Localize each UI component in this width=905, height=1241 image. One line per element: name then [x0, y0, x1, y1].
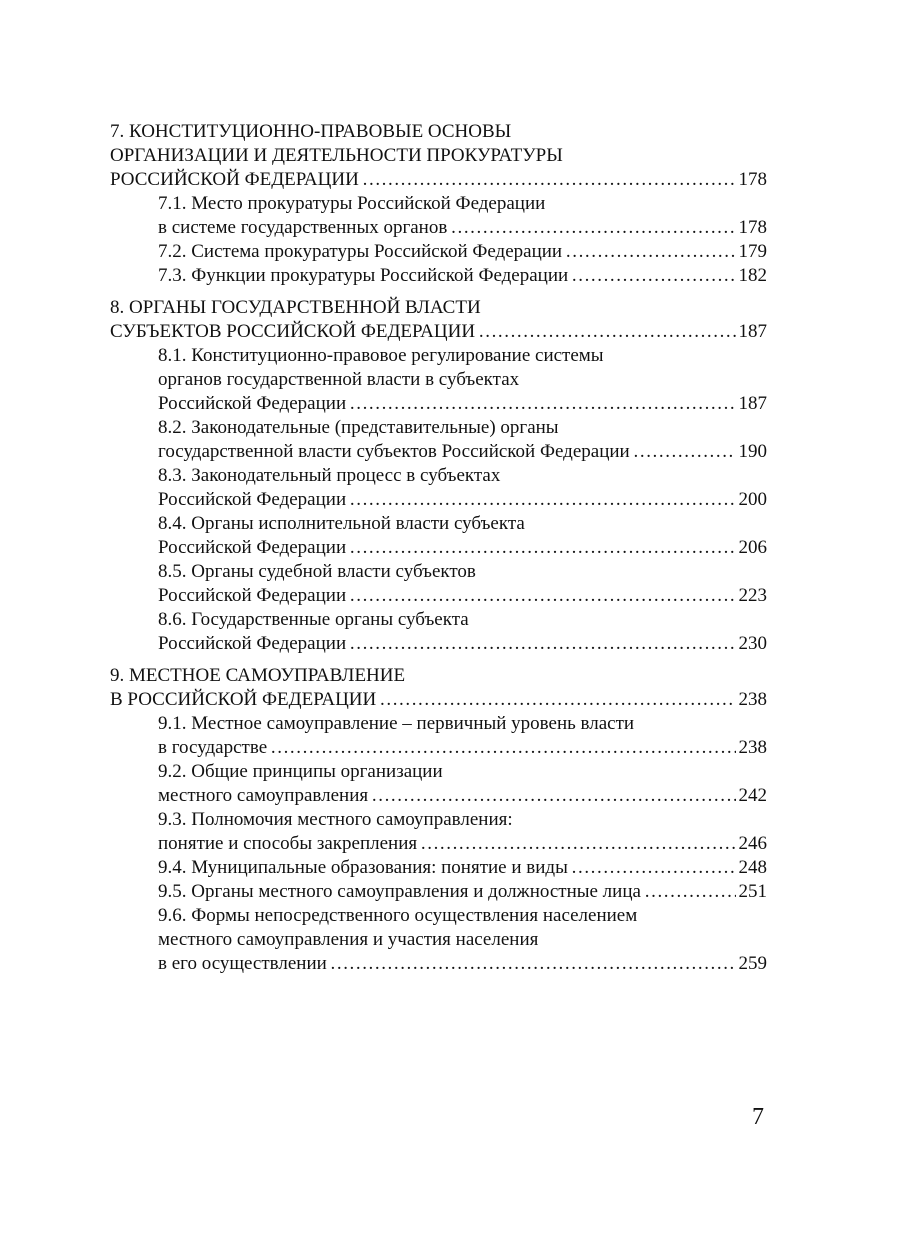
entry-title-line: в его осуществлении	[158, 953, 327, 974]
dot-leader	[565, 240, 735, 264]
entry-title-line: 9.4. Муниципальные образования: понятие и виды	[158, 857, 568, 878]
entry-title-line: 9.2. Общие принципы организации	[158, 761, 443, 782]
entry-title-line: 7.2. Система прокуратуры Российской Федерации	[158, 241, 563, 262]
entry-title-line: 9.1. Местное самоуправление – первичный уровень власти	[158, 713, 635, 734]
entry-title-line: Российской Федерации	[158, 537, 347, 558]
entry-page-number: 187	[738, 321, 767, 342]
entry-last-line	[110, 952, 767, 976]
toc-subentry	[110, 192, 767, 240]
dot-leader	[571, 856, 736, 880]
dot-leader	[371, 784, 735, 808]
toc-subentry	[110, 344, 767, 416]
entry-title-line: Российской Федерации	[158, 585, 347, 606]
entry-last-line	[110, 584, 767, 608]
entry-last-line	[110, 216, 767, 240]
entry-last-line	[110, 784, 767, 808]
entry-last-line	[110, 536, 767, 560]
entry-page-number: 238	[738, 689, 767, 710]
entry-title-line: СУБЪЕКТОВ РОССИЙСКОЙ ФЕДЕРАЦИИ	[110, 321, 476, 342]
entry-page-number: 179	[738, 241, 767, 262]
toc-section	[110, 664, 767, 976]
entry-page-number: 251	[738, 881, 767, 902]
entry-last-line	[110, 688, 767, 712]
entry-last-line	[110, 832, 767, 856]
page-number: 7	[752, 1104, 764, 1130]
entry-title-line: В РОССИЙСКОЙ ФЕДЕРАЦИИ	[110, 689, 377, 710]
entry-page-number: 230	[738, 633, 767, 654]
entry-title-line: Российской Федерации	[158, 633, 347, 654]
toc-subentry	[110, 464, 767, 512]
entry-title-line: понятие и способы закрепления	[158, 833, 418, 854]
entry-last-line	[110, 392, 767, 416]
dot-leader	[420, 832, 735, 856]
toc-subentry	[110, 904, 767, 976]
dot-leader	[349, 632, 735, 656]
entry-title-line: РОССИЙСКОЙ ФЕДЕРАЦИИ	[110, 169, 359, 190]
toc-chapter	[110, 120, 767, 192]
dot-leader	[478, 320, 735, 344]
entry-title-line: 9.5. Органы местного самоуправления и должностные лица	[158, 881, 641, 902]
toc-subentry	[110, 240, 767, 264]
entry-page-number: 200	[738, 489, 767, 510]
entry-last-line	[110, 632, 767, 656]
dot-leader	[330, 952, 736, 976]
entry-page-number: 238	[738, 737, 767, 758]
dot-leader	[349, 488, 735, 512]
entry-title-line: местного самоуправления и участия населения	[158, 929, 539, 950]
entry-title-line: органов государственной власти в субъектах	[158, 369, 520, 390]
entry-last-line	[110, 440, 767, 464]
entry-page-number: 248	[738, 857, 767, 878]
entry-last-line	[110, 320, 767, 344]
entry-title-line: 9.3. Полномочия местного самоуправления:	[158, 809, 513, 830]
dot-leader	[270, 736, 735, 760]
toc-section	[110, 296, 767, 656]
entry-page-number: 187	[738, 393, 767, 414]
entry-title-line: 9. МЕСТНОЕ САМОУПРАВЛЕНИЕ	[110, 665, 406, 686]
entry-title-line: 9.6. Формы непосредственного осуществления населением	[158, 905, 638, 926]
entry-last-line	[110, 264, 767, 288]
entry-title-line: Российской Федерации	[158, 393, 347, 414]
entry-page-number: 259	[738, 953, 767, 974]
entry-title-line: 7. КОНСТИТУЦИОННО-ПРАВОВЫЕ ОСНОВЫ	[110, 121, 512, 142]
toc-chapter	[110, 664, 767, 712]
entry-last-line	[110, 488, 767, 512]
entry-page-number: 178	[738, 169, 767, 190]
entry-page-number: 178	[738, 217, 767, 238]
toc-subentry	[110, 808, 767, 856]
entry-last-line	[110, 736, 767, 760]
entry-page-number: 246	[738, 833, 767, 854]
toc-subentry	[110, 264, 767, 288]
dot-leader	[571, 264, 735, 288]
table-of-contents	[110, 120, 767, 984]
entry-title-line: местного самоуправления	[158, 785, 369, 806]
dot-leader	[349, 392, 735, 416]
entry-title-line: 8.3. Законодательный процесс в субъектах	[158, 465, 501, 486]
dot-leader	[362, 168, 736, 192]
toc-subentry	[110, 760, 767, 808]
entry-title-line: 8. ОРГАНЫ ГОСУДАРСТВЕННОЙ ВЛАСТИ	[110, 297, 481, 318]
entry-title-line: государственной власти субъектов Российской Федерации	[158, 441, 630, 462]
toc-subentry	[110, 880, 767, 904]
entry-title-line: 8.2. Законодательные (представительные) органы	[158, 417, 559, 438]
dot-leader	[450, 216, 735, 240]
entry-title-line: ОРГАНИЗАЦИИ И ДЕЯТЕЛЬНОСТИ ПРОКУРАТУРЫ	[110, 145, 563, 166]
entry-last-line	[110, 240, 767, 264]
entry-title-line: Российской Федерации	[158, 489, 347, 510]
entry-title-line: в государстве	[158, 737, 268, 758]
entry-title-line: 8.1. Конституционно-правовое регулирование системы	[158, 345, 604, 366]
entry-last-line	[110, 856, 767, 880]
entry-title-line: 7.3. Функции прокуратуры Российской Федерации	[158, 265, 569, 286]
entry-title-line: 8.4. Органы исполнительной власти субъекта	[158, 513, 525, 534]
toc-subentry	[110, 560, 767, 608]
entry-title-line: 7.1. Место прокуратуры Российской Федерации	[158, 193, 546, 214]
entry-title-line: 8.6. Государственные органы субъекта	[158, 609, 469, 630]
dot-leader	[644, 880, 736, 904]
toc-section	[110, 120, 767, 288]
dot-leader	[379, 688, 735, 712]
toc-chapter	[110, 296, 767, 344]
toc-subentry	[110, 608, 767, 656]
entry-title-line: 8.5. Органы судебной власти субъектов	[158, 561, 476, 582]
entry-last-line	[110, 880, 767, 904]
toc-subentry	[110, 416, 767, 464]
toc-subentry	[110, 512, 767, 560]
entry-last-line	[110, 168, 767, 192]
entry-title-line: в системе государственных органов	[158, 217, 448, 238]
entry-page-number: 190	[738, 441, 767, 462]
entry-page-number: 223	[738, 585, 767, 606]
dot-leader	[349, 536, 735, 560]
toc-subentry	[110, 712, 767, 760]
dot-leader	[349, 584, 735, 608]
entry-page-number: 206	[738, 537, 767, 558]
toc-subentry	[110, 856, 767, 880]
dot-leader	[633, 440, 736, 464]
entry-page-number: 242	[738, 785, 767, 806]
entry-page-number: 182	[738, 265, 767, 286]
